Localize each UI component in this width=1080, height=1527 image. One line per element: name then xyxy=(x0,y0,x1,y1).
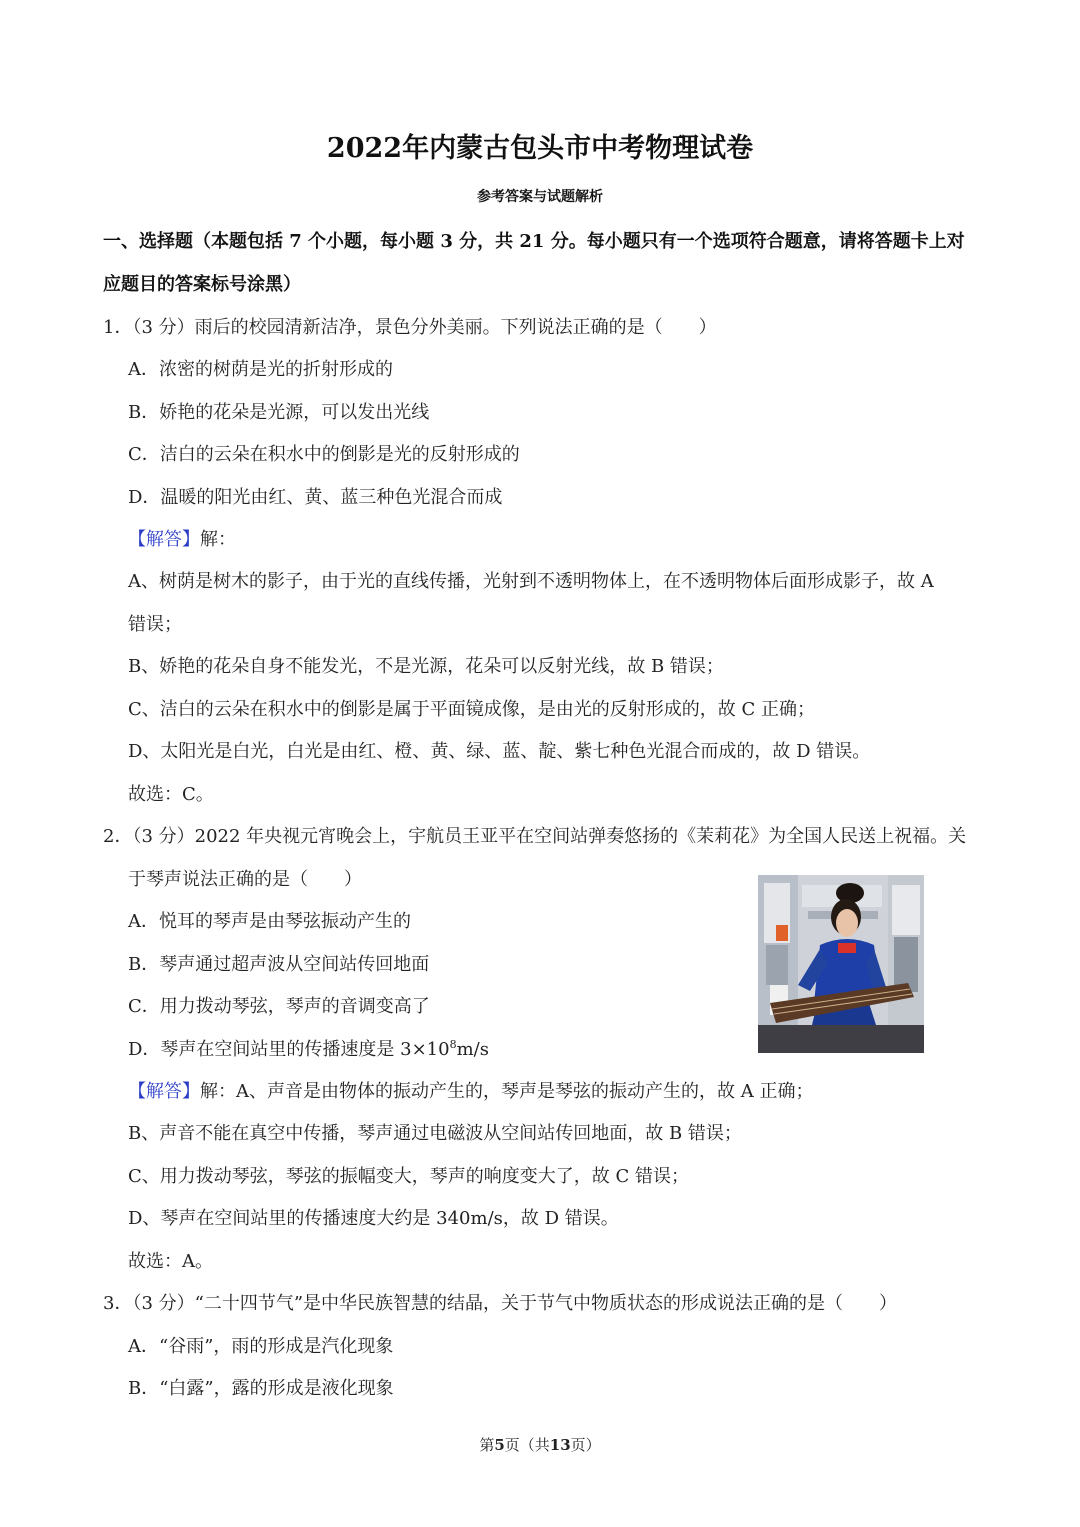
question-1-explanation: 错误； xyxy=(128,614,182,635)
option-d-text: D．琴声在空间站里的传播速度是 3×10 xyxy=(128,1039,450,1060)
document-subtitle: 参考答案与试题解析 xyxy=(477,189,603,205)
section-heading-line-2: 应题目的答案标号涂黑） xyxy=(103,274,301,295)
page-footer xyxy=(0,1434,1080,1455)
footer-suffix: 页） xyxy=(570,1436,601,1454)
question-1-explanation: D、太阳光是白光，白光是由红、橙、黄、绿、蓝、靛、紫七种色光混合而成的，故 D 错误。 xyxy=(128,741,871,762)
question-1-selection: 故选：C。 xyxy=(128,784,214,805)
question-1-answer-header xyxy=(128,525,236,551)
footer-prefix: 第 xyxy=(479,1436,495,1454)
astronaut-guzheng-photo xyxy=(758,875,924,1053)
answer-first-line: 解：A、声音是由物体的振动产生的，琴声是琴弦的振动产生的，故 A 正确； xyxy=(200,1081,814,1102)
answer-intro: 解： xyxy=(200,529,236,550)
page-number: 5 xyxy=(494,1436,505,1454)
question-2-explanation: C、用力拨动琴弦，琴弦的振幅变大，琴声的响度变大了，故 C 错误； xyxy=(128,1166,689,1187)
question-2-explanation: B、声音不能在真空中传播，琴声通过电磁波从空间站传回地面，故 B 错误； xyxy=(128,1123,742,1144)
question-1-option-c: C．洁白的云朵在积水中的倒影是光的反射形成的 xyxy=(128,444,520,465)
question-2-selection: 故选：A。 xyxy=(128,1251,213,1272)
question-3-option-b: B．“白露”，露的形成是液化现象 xyxy=(128,1378,394,1399)
document-title: 2022年内蒙古包头市中考物理试卷 xyxy=(326,133,754,164)
section-heading-line-1: 一、选择题（本题包括 7 个小题，每小题 3 分，共 21 分。每小题只有一个选项符合题意，请将答题卡上对 xyxy=(103,231,965,252)
option-d-unit: m/s xyxy=(456,1039,489,1060)
question-3-option-a: A．“谷雨”，雨的形成是汽化现象 xyxy=(128,1336,394,1357)
question-2-option-b: B．琴声通过超声波从空间站传回地面 xyxy=(128,954,430,975)
footer-middle: 页（共 xyxy=(504,1436,550,1454)
question-2-stem: 2．（3 分）2022 年央视元宵晚会上，宇航员王亚平在空间站弹奏悠扬的《茉莉花》为全国人民送上祝福。关 xyxy=(103,826,967,847)
answer-tag: 【解答】 xyxy=(128,1081,200,1102)
page-total: 13 xyxy=(549,1436,571,1454)
question-2-option-d xyxy=(128,1035,489,1061)
question-3-stem: 3．（3 分）“二十四节气”是中华民族智慧的结晶，关于节气中物质状态的形成说法正确的是（ ） xyxy=(103,1293,898,1314)
question-1-option-a: A．浓密的树荫是光的折射形成的 xyxy=(128,359,393,380)
answer-tag: 【解答】 xyxy=(128,529,200,550)
question-2-option-a: A．悦耳的琴声是由琴弦振动产生的 xyxy=(128,911,411,932)
option-d-exponent: 8 xyxy=(449,1038,457,1051)
question-2-stem-cont: 于琴声说法正确的是（ ） xyxy=(128,869,362,890)
question-1-stem: 1．（3 分）雨后的校园清新洁净，景色分外美丽。下列说法正确的是（ ） xyxy=(103,317,717,338)
question-2-explanation: D、琴声在空间站里的传播速度大约是 340m/s，故 D 错误。 xyxy=(128,1208,619,1229)
question-2-answer-header xyxy=(128,1077,813,1103)
question-1-explanation: C、洁白的云朵在积水中的倒影是属于平面镜成像，是由光的反射形成的，故 C 正确； xyxy=(128,699,815,720)
question-1-explanation: B、娇艳的花朵自身不能发光，不是光源，花朵可以反射光线，故 B 错误； xyxy=(128,656,724,677)
question-1-option-b: B．娇艳的花朵是光源，可以发出光线 xyxy=(128,402,430,423)
question-1-option-d: D．温暖的阳光由红、黄、蓝三种色光混合而成 xyxy=(128,487,503,508)
question-2-option-c: C．用力拨动琴弦，琴声的音调变高了 xyxy=(128,996,430,1017)
question-1-explanation: A、树荫是树木的影子，由于光的直线传播，光射到不透明物体上，在不透明物体后面形成影子，故 A xyxy=(128,571,934,592)
